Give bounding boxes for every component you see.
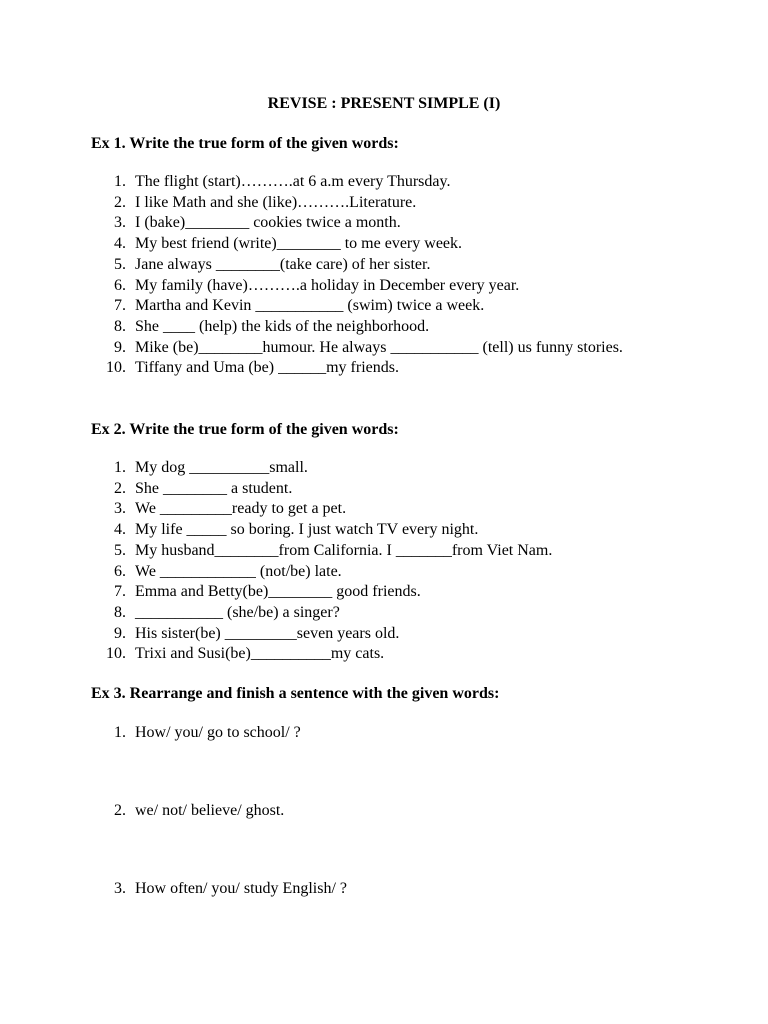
list-item [91,234,651,255]
list-item [91,582,651,603]
list-item [91,603,651,624]
page-title: REVISE : PRESENT SIMPLE (I) [267,95,501,112]
item-text: My family (have)……….a holiday in December every year. [135,276,520,294]
item-number: 10. [106,645,126,663]
item-text: She ____ (help) the kids of the neighborhood. [135,317,430,335]
item-number: 10. [106,359,126,377]
item-text: Tiffany and Uma (be) ______my friends. [135,359,399,377]
list-item [91,644,651,665]
item-text: My husband________from California. I _______from Viet Nam. [135,541,553,559]
item-number: 3. [114,500,126,518]
list-item [91,193,651,214]
list-item [91,479,651,500]
list-item [91,520,651,541]
item-text: We ____________ (not/be) late. [135,562,342,580]
item-text: Trixi and Susi(be)__________my cats. [135,645,385,663]
exercise-1-heading: Ex 1. Write the true form of the given words: [91,135,399,152]
item-text: I (bake)________ cookies twice a month. [135,214,401,232]
list-item [91,358,651,379]
item-text: She ________ a student. [135,479,293,497]
item-number: 9. [114,338,126,356]
exercise-2-heading: Ex 2. Write the true form of the given words: [91,421,399,438]
item-number: 9. [114,624,126,642]
item-number: 2. [114,479,126,497]
list-item [91,624,651,645]
item-number: 3. [114,880,126,897]
item-number: 1. [114,724,126,741]
item-number: 5. [114,255,126,273]
item-text: My best friend (write)________ to me every week. [135,235,463,253]
exercise-3-list [91,722,651,956]
list-item [91,276,651,297]
list-item [91,722,651,743]
item-number: 2. [114,802,126,819]
item-text: Mike (be)________humour. He always ___________ (tell) us funny stories. [135,338,623,356]
item-number: 2. [114,193,126,211]
item-text: My life _____ so boring. I just watch TV every night. [135,521,479,539]
item-text: I like Math and she (like)……….Literature. [135,193,417,211]
item-text: Emma and Betty(be)________ good friends. [135,583,421,601]
item-number: 5. [114,541,126,559]
item-text: We _________ready to get a pet. [135,500,347,518]
list-item [91,499,651,520]
list-item [91,562,651,583]
list-item [91,878,651,899]
item-text: Martha and Kevin ___________ (swim) twice a week. [135,297,485,315]
item-number: 3. [114,214,126,232]
exercise-2-list [91,458,651,665]
list-item [91,800,651,821]
list-item [91,338,651,359]
item-text: How often/ you/ study English/ ? [135,880,347,897]
exercise-3-heading: Ex 3. Rearrange and finish a sentence with the given words: [91,685,500,702]
item-number: 4. [114,521,126,539]
item-text: ___________ (she/be) a singer? [135,603,340,621]
list-item [91,296,651,317]
item-text: How/ you/ go to school/ ? [135,724,301,741]
item-number: 7. [114,297,126,315]
list-item [91,172,651,193]
item-number: 4. [114,235,126,253]
list-item [91,255,651,276]
list-item [91,541,651,562]
list-item [91,317,651,338]
item-number: 1. [114,173,126,190]
list-item [91,458,651,479]
item-number: 6. [114,276,126,294]
item-text: My dog __________small. [135,459,308,476]
item-text: Jane always ________(take care) of her sister. [135,255,431,273]
exercise-1-list [91,172,651,379]
item-text: His sister(be) _________seven years old. [135,624,400,642]
list-item [91,213,651,234]
item-text: we/ not/ believe/ ghost. [135,802,285,819]
item-number: 6. [114,562,126,580]
item-number: 8. [114,317,126,335]
item-text: The flight (start)……….at 6 a.m every Thursday. [135,173,451,190]
item-number: 7. [114,583,126,601]
item-number: 1. [114,459,126,476]
item-number: 8. [114,603,126,621]
